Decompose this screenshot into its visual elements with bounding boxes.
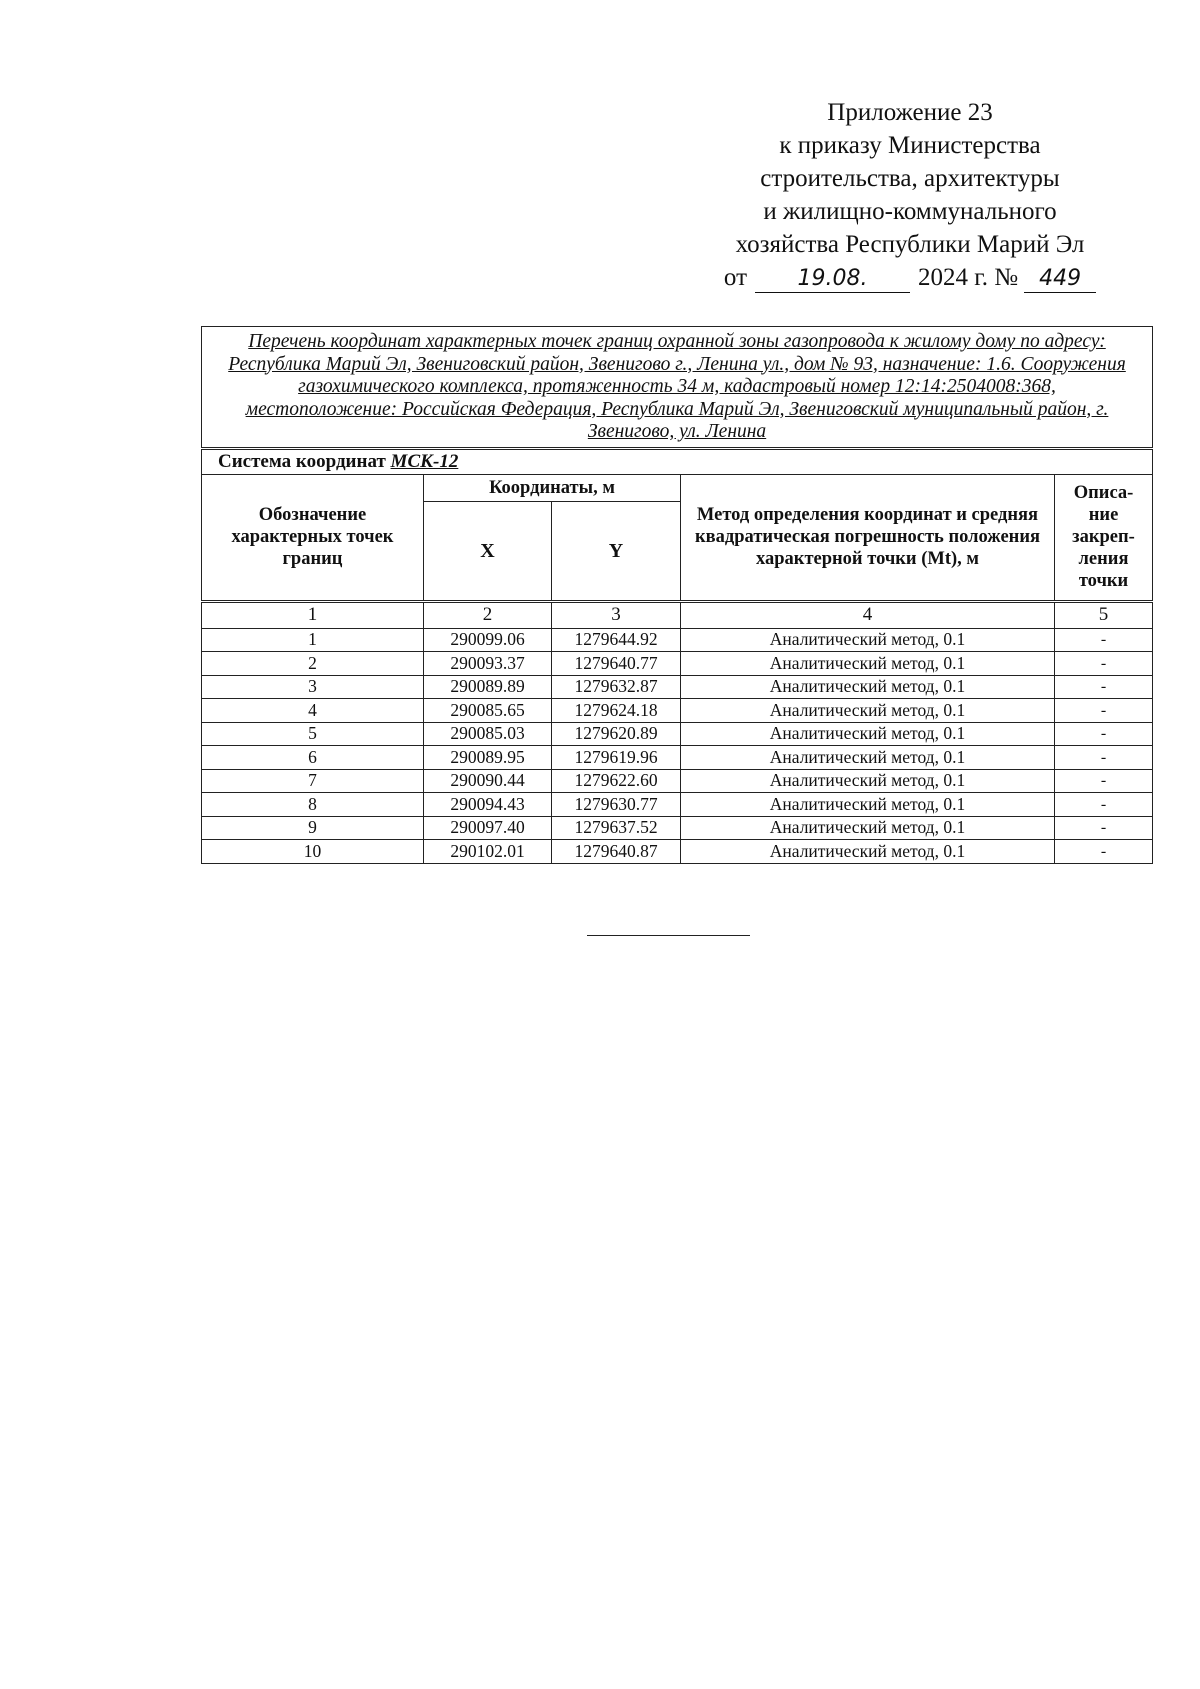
column-index: 1: [202, 601, 424, 628]
point-id: 8: [202, 793, 424, 817]
closing-rule: [587, 935, 750, 936]
coord-x: 290085.65: [424, 699, 552, 723]
coord-x: 290090.44: [424, 769, 552, 793]
coord-y: 1279630.77: [552, 793, 681, 817]
method: Аналитический метод, 0.1: [681, 769, 1055, 793]
method: Аналитический метод, 0.1: [681, 746, 1055, 770]
coord-x: 290097.40: [424, 816, 552, 840]
coord-y: 1279637.52: [552, 816, 681, 840]
coord-y: 1279632.87: [552, 675, 681, 699]
point-id: 2: [202, 652, 424, 676]
coord-y: 1279622.60: [552, 769, 681, 793]
description: -: [1055, 699, 1153, 723]
coordinate-system: [202, 448, 1153, 474]
column-index: 2: [424, 601, 552, 628]
coordinate-system-value: МСК-12: [390, 450, 459, 472]
header-coordinates: Координаты, м: [424, 474, 681, 501]
table-row: [202, 840, 1153, 864]
description: -: [1055, 840, 1153, 864]
description: -: [1055, 816, 1153, 840]
coord-x: 290099.06: [424, 628, 552, 652]
description: -: [1055, 628, 1153, 652]
column-index: 5: [1055, 601, 1153, 628]
description: -: [1055, 675, 1153, 699]
description: -: [1055, 652, 1153, 676]
header-description: Описа- ние закреп- ления точки: [1055, 474, 1153, 601]
coord-x: 290089.89: [424, 675, 552, 699]
coord-y: 1279644.92: [552, 628, 681, 652]
point-id: 9: [202, 816, 424, 840]
method: Аналитический метод, 0.1: [681, 628, 1055, 652]
method: Аналитический метод, 0.1: [681, 675, 1055, 699]
column-index: 3: [552, 601, 681, 628]
appendix-header: [700, 96, 1120, 294]
coord-x: 290093.37: [424, 652, 552, 676]
method: Аналитический метод, 0.1: [681, 816, 1055, 840]
coord-y: 1279640.77: [552, 652, 681, 676]
order-date-line: [700, 261, 1120, 294]
date-prefix: от: [723, 264, 748, 291]
point-id: 5: [202, 722, 424, 746]
table-caption: Перечень координат характерных точек границ охранной зоны газопровода к жилому дому по адресу: Республика Марий Эл, Звениговский район, Звенигово г., Ленина ул., дом № 93, назначение: 1.6. Сооружения газохимического комплекса, протяженность 34 м, кадастровый номер 12:14:2504008:368, местоположение: Российская Федерация, Республика Марий Эл, Звениговский муниципальный район, г. Звенигово, ул. Ленина: [202, 327, 1153, 449]
point-id: 3: [202, 675, 424, 699]
column-index-row: [202, 601, 1153, 628]
handwritten-date: 19.08.: [755, 266, 910, 293]
year-text: 2024 г. №: [918, 264, 1019, 291]
table-row: [202, 722, 1153, 746]
method: Аналитический метод, 0.1: [681, 840, 1055, 864]
description: -: [1055, 793, 1153, 817]
coord-x: 290102.01: [424, 840, 552, 864]
header-point-designation: Обозначение характерных точек границ: [202, 474, 424, 601]
table-row: [202, 746, 1153, 770]
table-row: [202, 793, 1153, 817]
header-line-1: Приложение 23: [827, 99, 993, 126]
header-line-2: к приказу Министерства: [779, 132, 1041, 159]
coord-y: 1279619.96: [552, 746, 681, 770]
header-x: X: [424, 501, 552, 601]
method: Аналитический метод, 0.1: [681, 652, 1055, 676]
method: Аналитический метод, 0.1: [681, 699, 1055, 723]
point-id: 7: [202, 769, 424, 793]
point-id: 1: [202, 628, 424, 652]
coordinates-table: [201, 326, 1153, 864]
column-index: 4: [681, 601, 1055, 628]
header-line-3: строительства, архитектуры: [760, 165, 1060, 192]
header-y: Y: [552, 501, 681, 601]
coordinate-system-label: Система координат: [218, 450, 386, 472]
coord-y: 1279624.18: [552, 699, 681, 723]
description: -: [1055, 769, 1153, 793]
table-row: [202, 628, 1153, 652]
coord-x: 290094.43: [424, 793, 552, 817]
point-id: 6: [202, 746, 424, 770]
description: -: [1055, 722, 1153, 746]
table-row: [202, 652, 1153, 676]
description: -: [1055, 746, 1153, 770]
coord-x: 290089.95: [424, 746, 552, 770]
header-method: Метод определения координат и средняя квадратическая погрешность положения характерной точки (Mt), м: [681, 474, 1055, 601]
table-row: [202, 769, 1153, 793]
table-row: [202, 675, 1153, 699]
table-row: [202, 699, 1153, 723]
method: Аналитический метод, 0.1: [681, 793, 1055, 817]
point-id: 10: [202, 840, 424, 864]
header-line-4: и жилищно-коммунального: [763, 198, 1057, 225]
coord-y: 1279620.89: [552, 722, 681, 746]
table-row: [202, 816, 1153, 840]
header-line-5: хозяйства Республики Марий Эл: [735, 231, 1085, 258]
point-id: 4: [202, 699, 424, 723]
method: Аналитический метод, 0.1: [681, 722, 1055, 746]
coord-y: 1279640.87: [552, 840, 681, 864]
handwritten-order-number: 449: [1024, 266, 1096, 293]
coord-x: 290085.03: [424, 722, 552, 746]
